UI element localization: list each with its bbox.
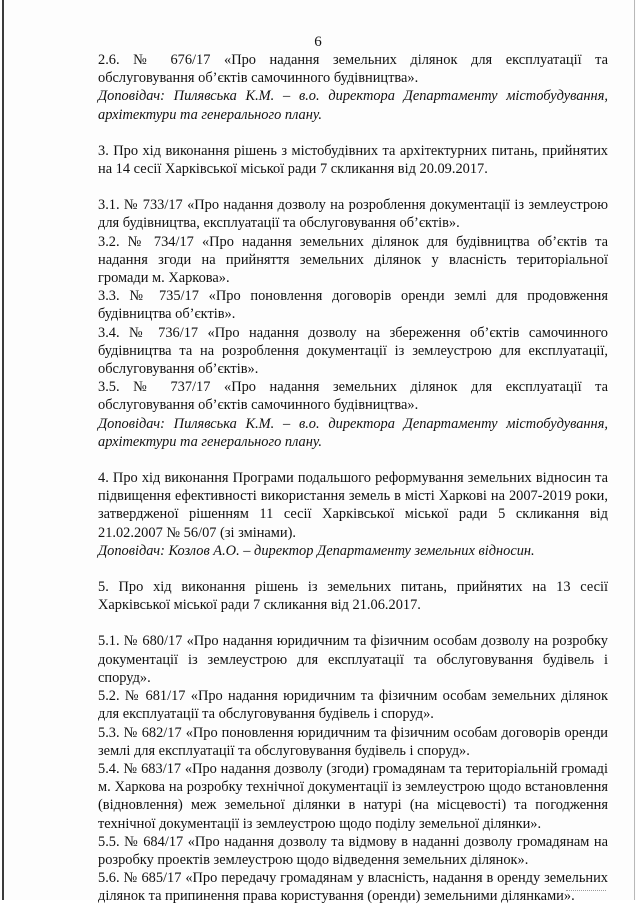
agenda-item-3-1: 3.1. № 733/17 «Про надання дозволу на розроблення документації із землеустрою для будівництва, експлуатації та обслуговування об’єктів».: [98, 197, 608, 232]
agenda-item-4: 4. Про хід виконання Програми подальшого реформування земельних відносин та підвищення ефективності використання земель в місті Харкові на 2007-2019 роки, затвердженої рішенням 11 сесії Харківської міської ради 5 скликання від 21.02.2007 № 56/07 (зі змінами).: [98, 470, 608, 541]
agenda-content: [98, 51, 608, 906]
page-right-edge: [634, 0, 635, 900]
agenda-item-5-6: 5.6. № 685/17 «Про передачу громадянам у власність, надання в оренду земельних ділянок та припинення права користування (оренди) земельними ділянками».: [98, 870, 608, 905]
scan-artifact-line: [566, 890, 606, 892]
agenda-item-3-5: 3.5. № 737/17 «Про надання земельних ділянок для експлуатації та обслуговування об’єктів самочинного будівництва».: [98, 379, 608, 414]
speaker-note-2: Доповідач: Пилявська К.М. – в.о. директора Департаменту містобудування, архітектури та генерального плану.: [98, 415, 608, 450]
agenda-item-3: 3. Про хід виконання рішень з містобудівних та архітектурних питань, прийнятих на 14 сесії Харківської міської ради 7 скликання від 20.09.2017.: [98, 142, 608, 178]
speaker-note-3: Доповідач: Козлов А.О. – директор Департаменту земельних відносин.: [98, 542, 535, 559]
agenda-item-3-2: 3.2. № 734/17 «Про надання земельних ділянок для будівництва об’єктів та надання згоди на прийняття земельних ділянок у власність територіальної громади м. Харкова».: [98, 233, 608, 287]
page-number: 6: [314, 34, 322, 50]
spacer: [98, 560, 608, 578]
agenda-item-5-3: 5.3. № 682/17 «Про поновлення юридичним та фізичним особам договорів оренди землі для експлуатації та обслуговування будівель і споруд».: [98, 724, 608, 759]
spacer: [98, 124, 608, 142]
agenda-item-5-1: 5.1. № 680/17 «Про надання юридичним та фізичним особам дозволу на розробку документації із землеустрою для експлуатації та обслуговування будівель і споруд».: [98, 633, 608, 686]
spacer: [98, 451, 608, 469]
agenda-item-5-2: 5.2. № 681/17 «Про надання юридичним та фізичним особам земельних ділянок для експлуатації та обслуговування будівель і споруд».: [98, 688, 608, 723]
agenda-item-5-4: 5.4. № 683/17 «Про надання дозволу (згоди) громадянам та територіальній громаді м. Харкова на розробку технічної документації із землеустрою щодо встановлення (відновлення) меж земельної ділянки в натурі (на місцевості) та погодження технічної документації із землеустрою щодо поділу земельної ділянки».: [98, 760, 608, 832]
spacer: [98, 614, 608, 632]
page-left-edge: [2, 0, 4, 900]
agenda-item-3-3: 3.3. № 735/17 «Про поновлення договорів оренди землі для продовження будівництва об’єктів».: [98, 288, 608, 323]
agenda-item-5: 5. Про хід виконання рішень із земельних питань, прийнятих на 13 сесії Харківської міської ради 7 скликання від 21.06.2017.: [98, 579, 608, 614]
agenda-item-2-6: 2.6. № 676/17 «Про надання земельних ділянок для експлуатації та обслуговування об’єктів самочинного будівництва».: [98, 52, 608, 87]
agenda-item-5-5: 5.5. № 684/17 «Про надання дозволу та відмову в наданні дозволу громадянам на розробку проектів землеустрою щодо відведення земельних ділянок».: [98, 833, 608, 868]
agenda-item-3-4: 3.4. № 736/17 «Про надання дозволу на збереження об’єктів самочинного будівництва та на розроблення документації із землеустрою для експлуатації, обслуговування об’єктів».: [98, 324, 608, 378]
speaker-note-1: Доповідач: Пилявська К.М. – в.о. директора Департаменту містобудування, архітектури та генерального плану.: [98, 88, 608, 123]
spacer: [98, 178, 608, 196]
